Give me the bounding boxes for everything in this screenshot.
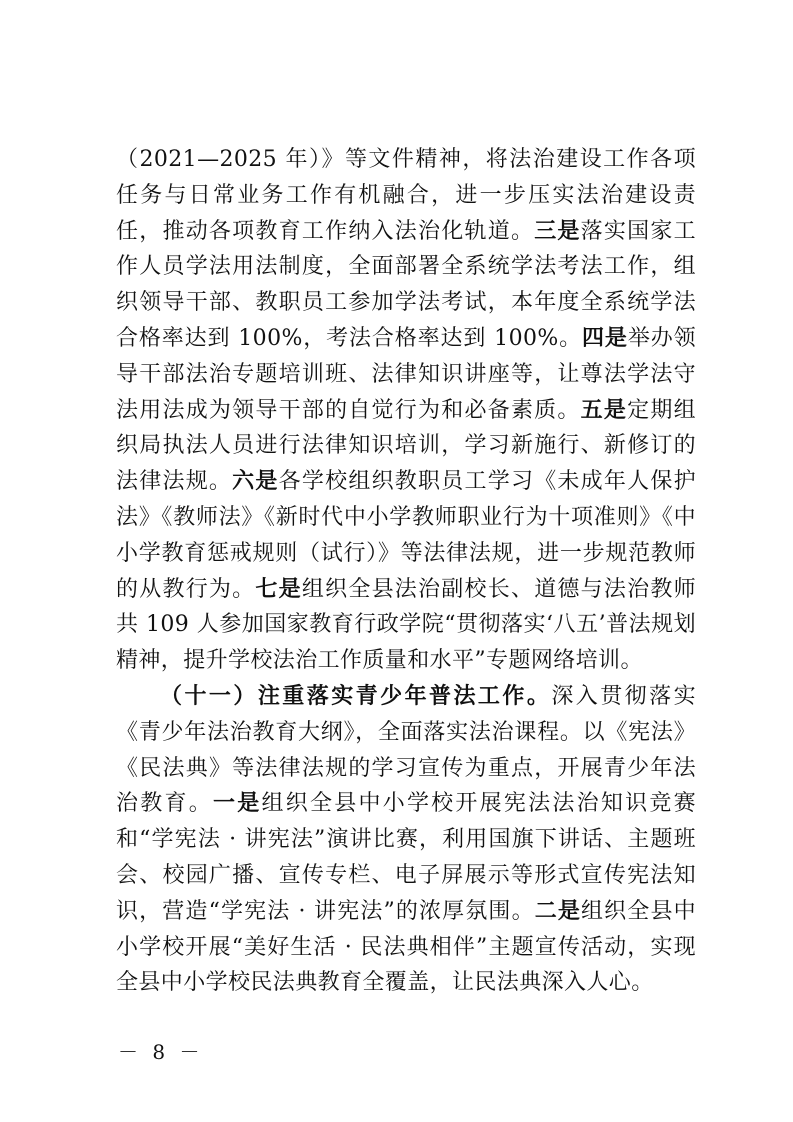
page-number: － 8 － — [118, 1040, 204, 1064]
bold-run: 六是 — [232, 468, 279, 495]
text-run: 组织全县中小学校开展宪法法治知识竞赛和“学宪法 · 讲宪法”演讲比赛，利用国旗下讲话、主题班会、校园广播、宣传专栏、电子屏展示等形式宣传宪法知识，营造“学宪法 · 讲宪法”的浓厚氛围。 — [116, 791, 697, 924]
text-run: 各学校组织教职员工学习《未成年人保护法》《教师法》《新时代中小学教师职业行为十项准则》《中小学教育惩戒规则（试行）》等法律法规，进一步规范教师的从教行为。 — [116, 469, 696, 602]
document-body — [116, 142, 696, 1001]
text-run: 落实国家工作人员学法用法制度，全面部署全系统学法考法工作，组织领导干部、教职员工参加学法考试，本年度全系统学法合格率达到 100%，考法合格率达到 100%。 — [116, 218, 696, 351]
paragraph-1 — [116, 142, 696, 679]
paragraph-2 — [116, 679, 696, 1001]
bold-run: 三是 — [534, 217, 581, 244]
bold-run: 四是 — [582, 324, 628, 351]
bold-run: 二是 — [534, 897, 582, 924]
text-run: 深入贯彻落实《青少年法治教育大纲》，全面落实法治课程。以《宪法》《民法典》等法律法规的学习宣传为重点，开展青少年法治教育。 — [116, 683, 696, 817]
section-heading: （十一）注重落实青少年普法工作。 — [160, 682, 552, 709]
text-run: 组织全县法治副校长、道德与法治教师共 109 人参加国家教育行政学院“贯彻落实‘八五’普法规划精神，提升学校法治工作质量和水平”专题网络培训。 — [116, 576, 696, 674]
bold-run: 五是 — [580, 396, 628, 423]
text-run: 举办领导干部法治专题培训班、法律知识讲座等，让尊法学法守法用法成为领导干部的自觉行为和必备素质。 — [116, 325, 696, 423]
text-run: （2021—2025 年）》等文件精神，将法治建设工作各项任务与日常业务工作有机融合，进一步压实法治建设责任，推动各项教育工作纳入法治化轨道。 — [116, 147, 696, 244]
bold-run: 七是 — [255, 575, 302, 602]
text-run: 组织全县中小学校开展“美好生活 · 民法典相伴”主题宣传活动，实现全县中小学校民法典教育全覆盖，让民法典深入人心。 — [116, 898, 696, 996]
text-run: 定期组织局执法人员进行法律知识培训，学习新施行、新修订的法律法规。 — [116, 397, 696, 495]
bold-run: 一是 — [212, 790, 262, 817]
